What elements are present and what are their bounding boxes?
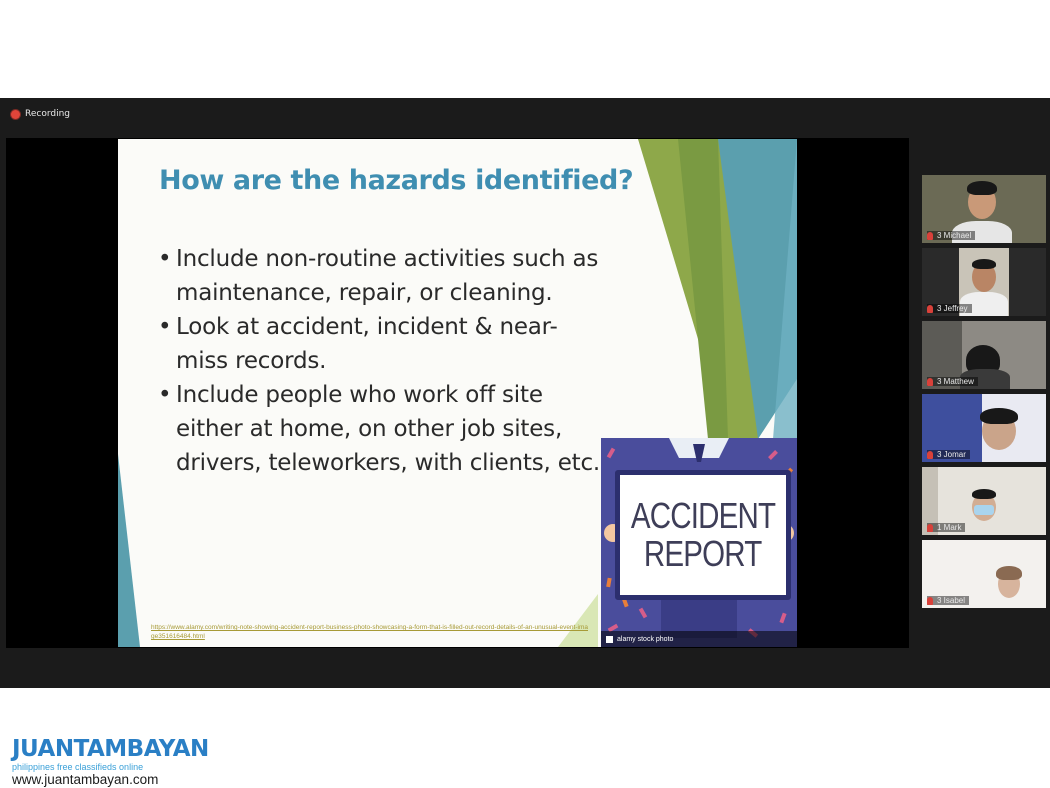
image-source-link[interactable]: https://www.alamy.com/writing-note-showing-accident-report-business-photo-showcasing-a-form-that-is-filled-out-record-details-of-an-unusual-event-image351616484.html (151, 624, 588, 640)
recording-indicator[interactable] (0, 98, 1050, 130)
slide-bullet-list (158, 242, 603, 480)
participant-hair (980, 408, 1018, 424)
participant-tile[interactable] (922, 175, 1046, 243)
accident-report-sign (615, 470, 791, 600)
credit-label: alamy stock photo (617, 635, 674, 643)
presentation-slide (118, 139, 797, 647)
participant-tile[interactable] (922, 248, 1046, 316)
participant-name: 3 Jomar (927, 450, 970, 459)
sign-text-line2: REPORT (644, 533, 762, 574)
muted-mic-icon (927, 378, 933, 386)
meeting-window (0, 98, 1050, 688)
recording-icon (11, 110, 20, 119)
brand-tagline: philippines free classifieds online (12, 762, 144, 772)
muted-mic-icon (927, 597, 933, 605)
participant-tile[interactable] (922, 467, 1046, 535)
participant-hair (972, 489, 996, 499)
muted-mic-icon (927, 232, 933, 240)
participant-name: 3 Jeffrey (927, 304, 972, 313)
recording-label: Recording (25, 109, 71, 119)
participant-tile[interactable] (922, 321, 1046, 389)
participant-name: 3 Matthew (927, 377, 978, 386)
site-watermark (12, 737, 209, 787)
participant-tile[interactable] (922, 540, 1046, 608)
sign-text-line1: ACCIDENT (630, 495, 776, 536)
muted-mic-icon (927, 451, 933, 459)
participant-hair (967, 181, 997, 195)
screen-share-area (6, 138, 909, 648)
bullet-item: • Look at accident, incident & near-miss records. (158, 310, 603, 378)
slide-title: How are the hazards identified? (159, 165, 634, 196)
accident-report-image (601, 438, 797, 647)
participant-hair (996, 566, 1022, 580)
alamy-logo-icon (606, 636, 613, 643)
participant-hair (972, 259, 996, 269)
participant-name: 3 Isabel (927, 596, 969, 605)
bullet-item: • Include people who work off site either at home, on other job sites, drivers, teleworkers, with clients, etc. (158, 378, 603, 480)
participant-name: 3 Michael (927, 231, 975, 240)
brand-url: www.juantambayan.com (12, 772, 159, 787)
muted-mic-icon (927, 305, 933, 313)
participant-gallery (922, 175, 1046, 613)
face-mask (974, 505, 994, 515)
brand-logo: JUANTAMBAYAN (12, 736, 209, 762)
participant-name: 1 Mark (927, 523, 965, 532)
muted-mic-icon (927, 524, 933, 532)
stock-photo-credit (601, 631, 797, 647)
bullet-item: • Include non-routine activities such as maintenance, repair, or cleaning. (158, 242, 603, 310)
participant-tile[interactable] (922, 394, 1046, 462)
